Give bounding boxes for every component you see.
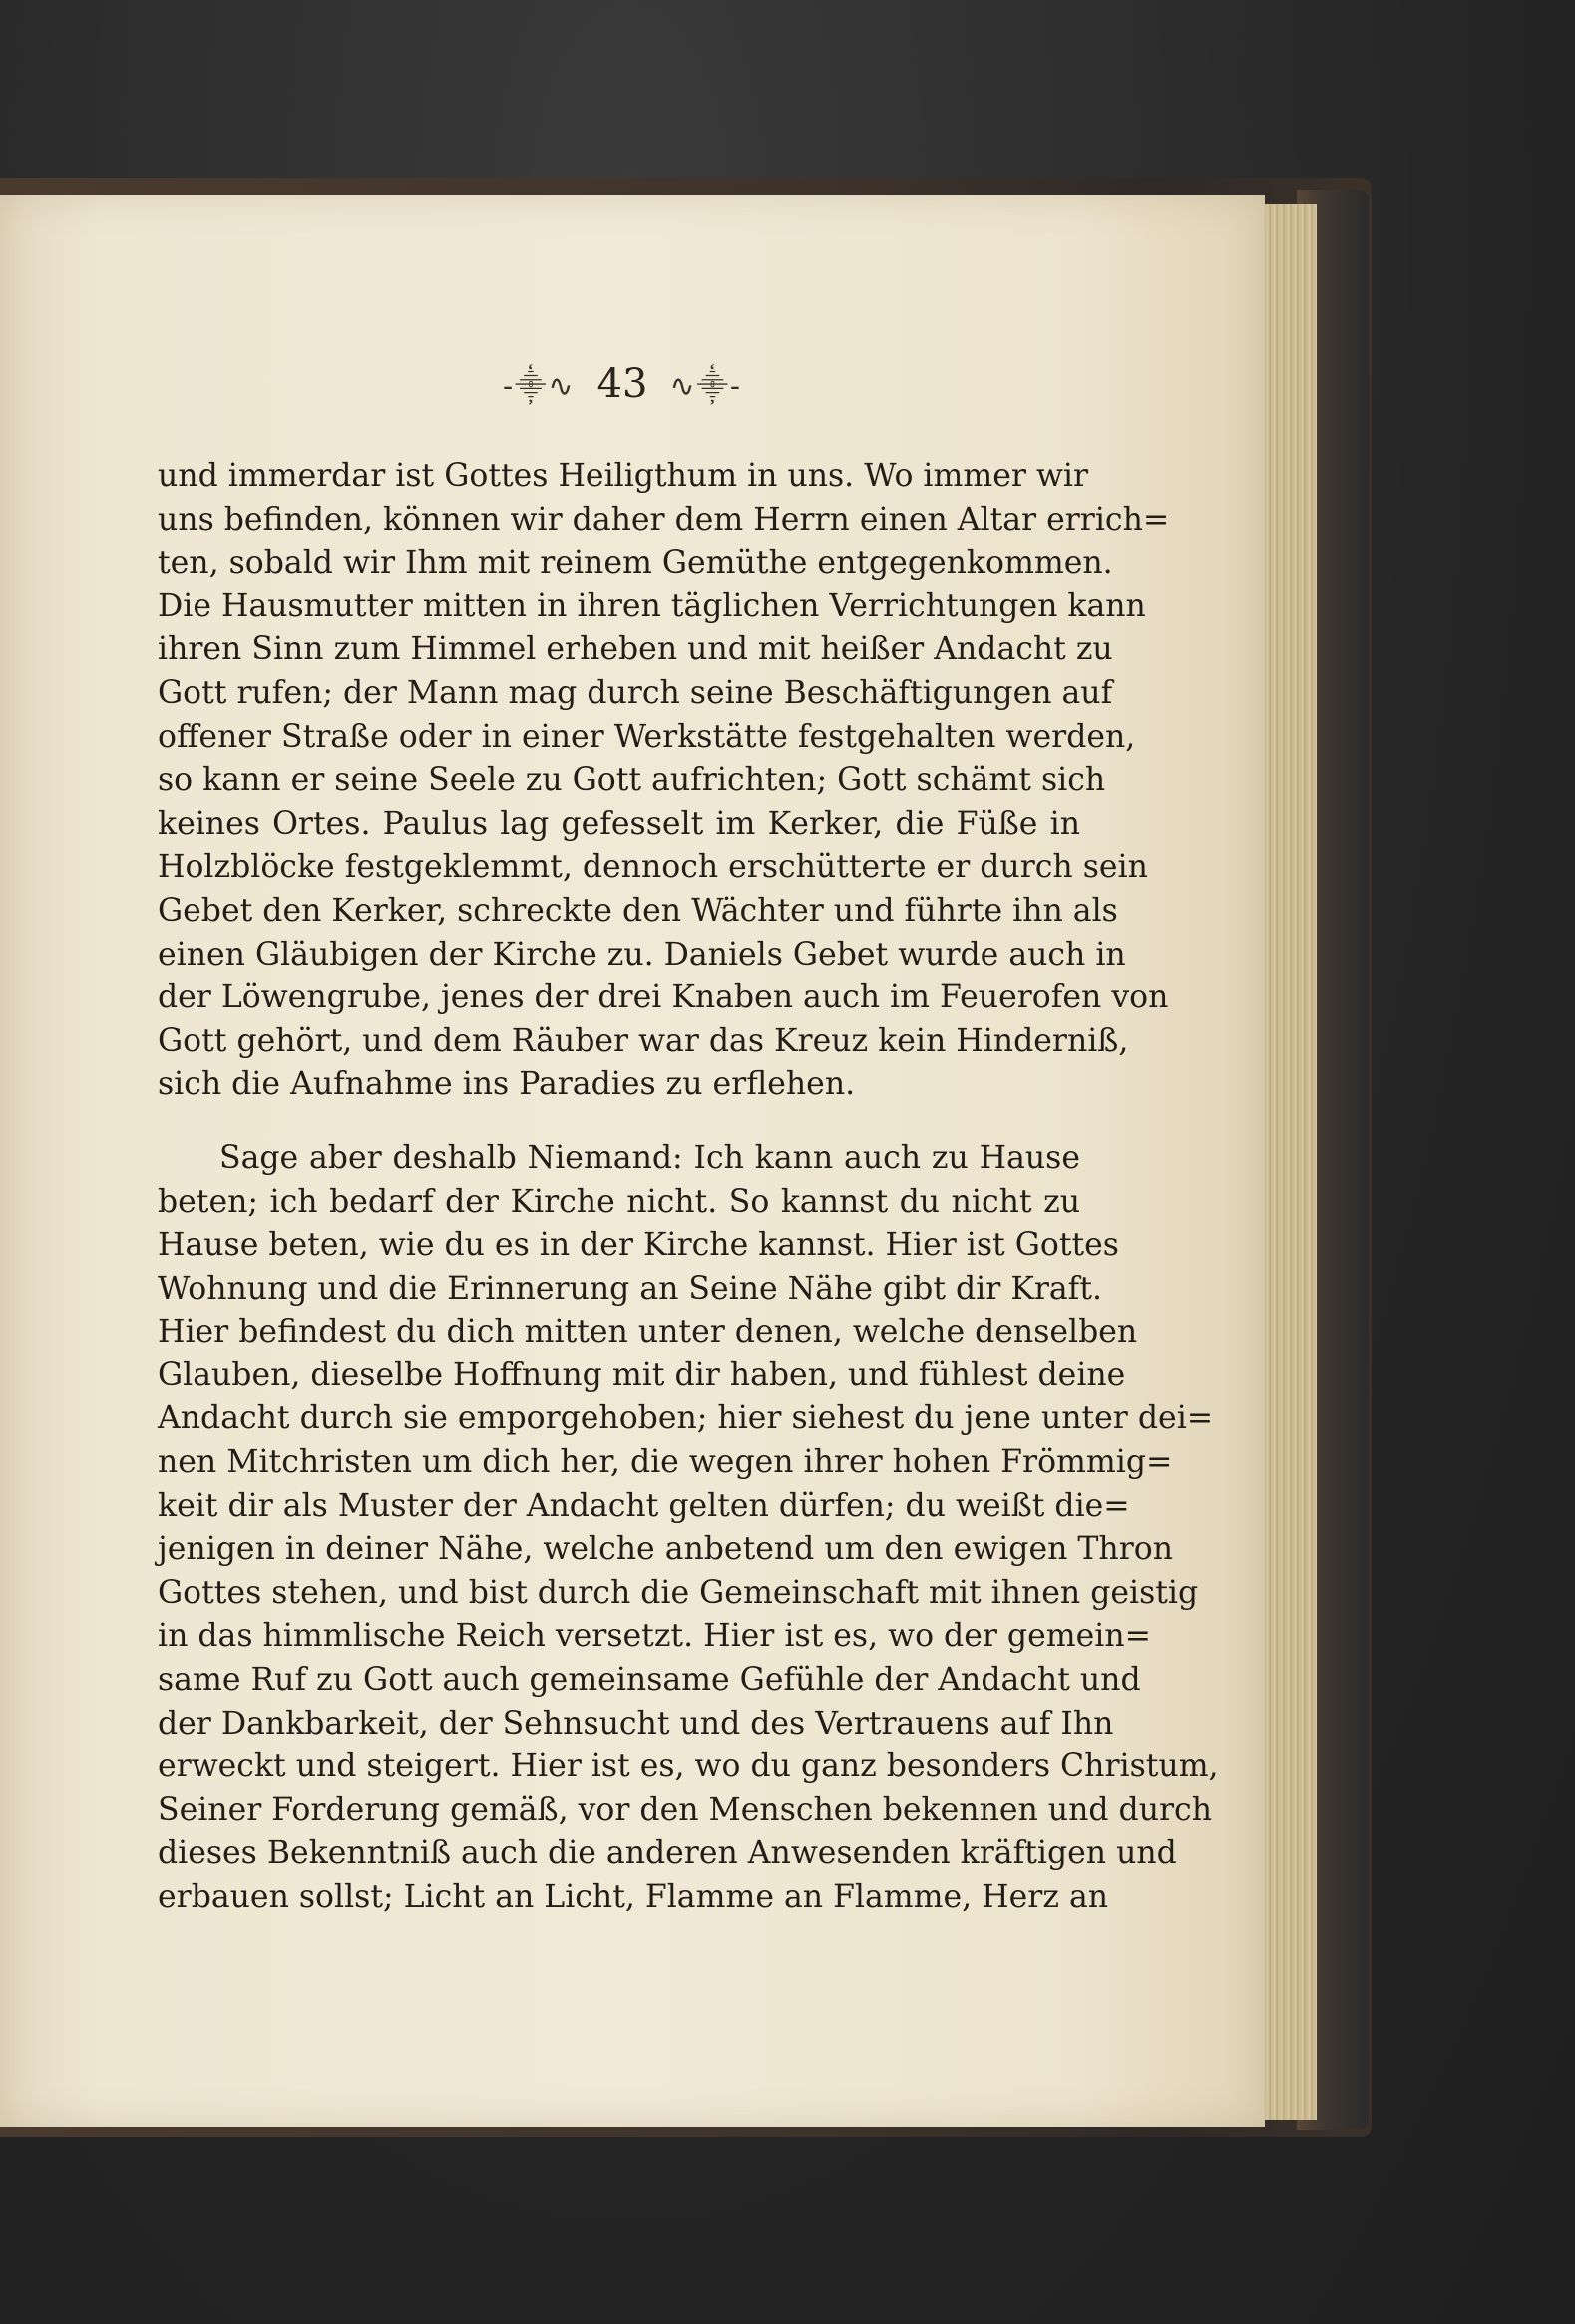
text-line: ihren Sinn zum Himmel erheben und mit heißer Andacht zu	[158, 631, 1113, 668]
body-text	[158, 455, 1219, 1920]
page-header	[0, 361, 1265, 407]
text-line: Gottes stehen, und bist durch die Gemeinschaft mit ihnen geistig	[158, 1574, 1199, 1611]
text-line: in das himmlische Reich versetzt. Hier ist es, wo der gemein=	[158, 1618, 1152, 1655]
text-line: offener Straße oder in einer Werkstätte festgehalten werden,	[158, 718, 1136, 755]
text-line: Gott gehört, und dem Räuber war das Kreuz kein Hinderniß,	[158, 1022, 1129, 1059]
text-line: Hier befindest du dich mitten unter denen, welche denselben	[158, 1314, 1138, 1351]
ornament-left: -⸎∿	[503, 368, 576, 404]
text-line: Hause beten, wie du es in der Kirche kannst. Hier ist Gottes	[158, 1227, 1119, 1264]
text-line: dieses Bekenntniß auch die anderen Anwesenden kräftigen und	[158, 1835, 1177, 1872]
text-line: Seiner Forderung gemäß, vor den Menschen bekennen und durch	[158, 1791, 1212, 1828]
text-line: Die Hausmutter mitten in ihren täglichen Verrichtungen kann	[158, 587, 1146, 624]
text-line: ten, sobald wir Ihm mit reinem Gemüthe entgegenkommen.	[158, 545, 1113, 581]
text-line: Glauben, dieselbe Hoffnung mit dir haben, und fühlest deine	[158, 1356, 1126, 1393]
text-line: Andacht durch sie emporgehoben; hier siehest du jene unter dei=	[158, 1400, 1214, 1437]
text-line: nen Mitchristen um dich her, die wegen ihrer hohen Frömmig=	[158, 1444, 1173, 1481]
text-line: beten; ich bedarf der Kirche nicht. So kannst du nicht zu	[158, 1183, 1080, 1220]
paragraph	[158, 1137, 1219, 1920]
text-line: keines Ortes. Paulus lag gefesselt im Kerker, die Füße in	[158, 805, 1080, 842]
text-line: und immerdar ist Gottes Heiligthum in uns. Wo immer wir	[158, 458, 1089, 494]
text-line: erweckt und steigert. Hier ist es, wo du ganz besonders Christum,	[158, 1748, 1219, 1785]
text-line: einen Gläubigen der Kirche zu. Daniels Gebet wurde auch in	[158, 936, 1126, 972]
text-line: Gebet den Kerker, schreckte den Wächter und führte ihn als	[158, 892, 1118, 929]
text-line: keit dir als Muster der Andacht gelten dürfen; du weißt die=	[158, 1487, 1130, 1524]
text-line: uns befinden, können wir daher dem Herrn einen Altar errich=	[158, 501, 1170, 538]
paragraph-gap	[158, 1107, 1080, 1137]
text-line: der Löwengrube, jenes der drei Knaben auch im Feuerofen von	[158, 979, 1169, 1016]
text-line: erbauen sollst; Licht an Licht, Flamme an Flamme, Herz an	[158, 1879, 1109, 1915]
page-number: 43	[596, 361, 648, 407]
text-line: der Dankbarkeit, der Sehnsucht und des Vertrauens auf Ihn	[158, 1705, 1114, 1742]
text-line: sich die Aufnahme ins Paradies zu erflehen.	[158, 1066, 856, 1103]
text-line: Sage aber deshalb Niemand: Ich kann auch zu Hause	[219, 1139, 1080, 1176]
text-line: same Ruf zu Gott auch gemeinsame Gefühle der Andacht und	[158, 1662, 1141, 1699]
text-line: Gott rufen; der Mann mag durch seine Beschäftigungen auf	[158, 674, 1113, 711]
ornament-right: ∿⸎-	[669, 368, 742, 404]
text-line: jenigen in deiner Nähe, welche anbetend um den ewigen Thron	[158, 1531, 1173, 1568]
text-line: Wohnung und die Erinnerung an Seine Nähe gibt dir Kraft.	[158, 1270, 1103, 1307]
text-line: so kann er seine Seele zu Gott aufrichten; Gott schämt sich	[158, 762, 1106, 799]
text-line: Holzblöcke festgeklemmt, dennoch erschütterte er durch sein	[158, 849, 1148, 886]
paragraph	[158, 455, 1170, 1107]
